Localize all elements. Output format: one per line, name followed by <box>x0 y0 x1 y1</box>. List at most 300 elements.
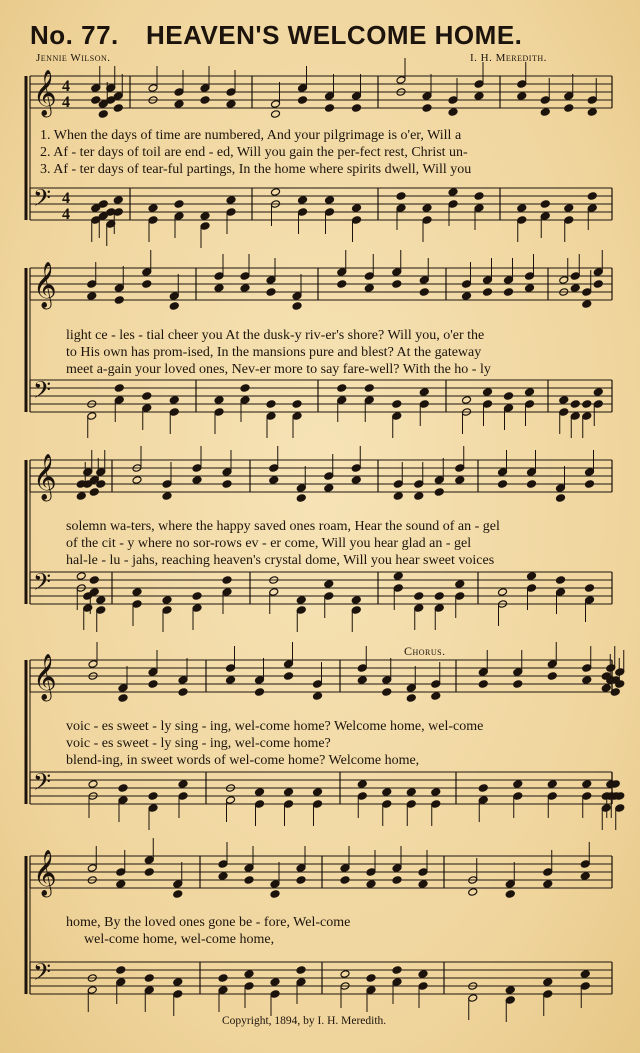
note-head <box>270 978 280 987</box>
note-head <box>474 92 484 101</box>
verse-line: light ce - les - tial cheer you At the dusk-y riv-er's shore? Will you, o'er the <box>66 328 485 343</box>
note-head <box>98 110 108 119</box>
note-head <box>382 688 392 697</box>
note-head <box>226 676 236 685</box>
note-head <box>587 192 597 201</box>
note-head <box>468 888 478 897</box>
note-head <box>118 684 128 693</box>
note-head <box>431 680 441 689</box>
note-head <box>292 412 302 421</box>
note-head <box>527 480 537 489</box>
note-head <box>114 396 124 405</box>
note-head <box>292 400 302 409</box>
note-head <box>292 292 302 301</box>
note-head <box>483 388 493 397</box>
note-head <box>298 208 308 217</box>
note-head <box>517 204 527 213</box>
note-head <box>174 100 184 109</box>
note-head <box>513 680 523 689</box>
bass-clef-icon: 𝄢 <box>33 568 52 601</box>
note-head <box>393 480 403 489</box>
note-head <box>240 272 250 281</box>
note-head <box>142 280 152 289</box>
note-head <box>582 412 592 421</box>
note-head <box>162 596 172 605</box>
note-head <box>218 872 228 881</box>
note-head <box>448 188 458 197</box>
note-head <box>325 196 335 205</box>
note-head <box>244 864 254 873</box>
note-head <box>192 604 202 613</box>
note-head <box>351 464 361 473</box>
note-head <box>325 208 335 217</box>
note-head <box>337 280 347 289</box>
note-head <box>148 792 158 801</box>
note-head <box>271 188 281 197</box>
note-head <box>468 994 478 1003</box>
note-head <box>222 576 232 585</box>
note-head <box>434 604 444 613</box>
note-head <box>556 576 566 585</box>
note-head <box>296 978 306 987</box>
note-head <box>352 204 362 213</box>
note-head <box>434 476 444 485</box>
note-head <box>406 694 416 703</box>
note-head <box>422 204 432 213</box>
note-head <box>270 990 280 999</box>
note-head <box>540 96 550 105</box>
note-head <box>525 400 535 409</box>
note-head <box>76 572 86 581</box>
note-head <box>270 880 280 889</box>
note-head <box>351 596 361 605</box>
time-signature-bottom: 4 <box>62 206 70 223</box>
note-head <box>431 692 441 701</box>
note-head <box>556 484 566 493</box>
note-head <box>222 468 232 477</box>
note-head <box>255 800 265 809</box>
note-head <box>406 684 416 693</box>
note-head <box>144 868 154 877</box>
note-head <box>240 396 250 405</box>
note-head <box>214 272 224 281</box>
note-head <box>483 400 493 409</box>
note-head <box>88 660 98 669</box>
note-head <box>113 196 123 205</box>
note-head <box>527 572 537 581</box>
note-head <box>418 880 428 889</box>
note-head <box>570 412 580 421</box>
note-head <box>527 584 537 593</box>
note-head <box>148 216 158 225</box>
note-head <box>357 664 367 673</box>
note-head <box>448 108 458 117</box>
note-head <box>284 672 294 681</box>
note-head <box>244 982 254 991</box>
note-head <box>113 92 123 101</box>
note-head <box>324 484 334 493</box>
note-head <box>169 292 179 301</box>
note-head <box>240 284 250 293</box>
note-head <box>601 804 611 813</box>
note-head <box>414 492 424 501</box>
treble-clef-icon: 𝄞 <box>33 454 57 500</box>
note-head <box>148 204 158 213</box>
verse-line: to His own has prom-ised, In the mansions pure and blest? At the gateway <box>66 345 482 360</box>
note-head <box>559 276 569 285</box>
note-head <box>419 388 429 397</box>
note-head <box>271 100 281 109</box>
note-head <box>114 384 124 393</box>
note-head <box>448 200 458 209</box>
note-head <box>178 676 188 685</box>
chorus-label: Chorus. <box>404 644 446 658</box>
note-head <box>132 588 142 597</box>
note-head <box>192 476 202 485</box>
note-head <box>178 780 188 789</box>
note-head <box>200 212 210 221</box>
note-head <box>266 276 276 285</box>
note-head <box>393 572 403 581</box>
note-head <box>144 856 154 865</box>
note-head <box>337 396 347 405</box>
note-head <box>284 788 294 797</box>
hymn-number: No. 77. <box>30 20 119 50</box>
note-head <box>325 104 335 113</box>
note-head <box>266 412 276 421</box>
note-head <box>462 396 472 405</box>
note-head <box>504 404 514 413</box>
note-head <box>366 974 376 983</box>
note-head <box>434 592 444 601</box>
note-head <box>582 300 592 309</box>
note-head <box>192 464 202 473</box>
verse-line: wel-come home, wel-come home, <box>84 932 275 947</box>
note-head <box>169 302 179 311</box>
note-head <box>352 216 362 225</box>
note-head <box>178 792 188 801</box>
note-head <box>396 192 406 201</box>
note-head <box>351 476 361 485</box>
note-head <box>144 986 154 995</box>
note-head <box>392 978 402 987</box>
note-head <box>218 986 228 995</box>
note-head <box>218 974 228 983</box>
note-head <box>214 284 224 293</box>
note-head <box>173 880 183 889</box>
note-head <box>455 464 465 473</box>
note-head <box>226 208 236 217</box>
note-head <box>214 408 224 417</box>
note-head <box>364 396 374 405</box>
time-signature-top: 4 <box>62 190 70 207</box>
note-head <box>118 796 128 805</box>
note-head <box>513 668 523 677</box>
note-head <box>240 384 250 393</box>
note-head <box>270 890 280 899</box>
note-head <box>393 584 403 593</box>
note-head <box>483 276 493 285</box>
note-head <box>173 990 183 999</box>
note-head <box>396 204 406 213</box>
note-head <box>218 860 228 869</box>
note-head <box>132 600 142 609</box>
note-head <box>582 780 592 789</box>
note-head <box>540 212 550 221</box>
note-head <box>313 680 323 689</box>
verse-line: 2. Af - ter days of toil are end - ed, Will you gain the per-fect rest, Christ un- <box>40 145 468 160</box>
note-head <box>114 296 124 305</box>
bass-clef-icon: 𝄢 <box>33 958 52 991</box>
note-head <box>296 484 306 493</box>
note-head <box>337 268 347 277</box>
note-head <box>580 982 590 991</box>
note-head <box>406 800 416 809</box>
note-head <box>266 400 276 409</box>
note-head <box>174 88 184 97</box>
note-head <box>169 408 179 417</box>
note-head <box>142 404 152 413</box>
note-head <box>298 96 308 105</box>
note-head <box>462 292 472 301</box>
note-head <box>325 92 335 101</box>
note-head <box>564 216 574 225</box>
note-head <box>340 970 350 979</box>
note-head <box>357 780 367 789</box>
note-head <box>517 216 527 225</box>
note-head <box>87 280 97 289</box>
note-head <box>148 84 158 93</box>
treble-clef-icon: 𝄞 <box>33 70 57 116</box>
note-head <box>419 400 429 409</box>
note-head <box>570 272 580 281</box>
note-head <box>269 588 279 597</box>
note-head <box>114 284 124 293</box>
note-head <box>478 784 488 793</box>
note-head <box>419 288 429 297</box>
note-head <box>585 468 595 477</box>
note-head <box>357 676 367 685</box>
note-head <box>226 196 236 205</box>
note-head <box>162 492 172 501</box>
note-head <box>313 788 323 797</box>
note-head <box>434 488 444 497</box>
note-head <box>98 200 108 209</box>
lyricist-credit: Jennie Wilson. <box>36 52 111 64</box>
note-head <box>118 694 128 703</box>
note-head <box>88 780 98 789</box>
note-head <box>455 592 465 601</box>
note-head <box>292 302 302 311</box>
bass-clef-icon: 𝄢 <box>33 184 52 217</box>
note-head <box>593 388 603 397</box>
note-head <box>174 212 184 221</box>
note-head <box>132 476 142 485</box>
note-head <box>517 80 527 89</box>
note-head <box>474 80 484 89</box>
note-head <box>142 392 152 401</box>
note-head <box>296 864 306 873</box>
bass-clef-icon: 𝄢 <box>33 768 52 801</box>
note-head <box>448 96 458 105</box>
note-head <box>547 792 557 801</box>
note-head <box>543 868 553 877</box>
note-head <box>296 876 306 885</box>
note-head <box>200 84 210 93</box>
note-head <box>340 876 350 885</box>
verse-line: home, By the loved ones gone be - fore, Wel-come <box>66 915 351 930</box>
note-head <box>364 284 374 293</box>
note-head <box>340 864 350 873</box>
note-head <box>83 604 93 613</box>
note-head <box>587 108 597 117</box>
copyright-notice: Copyright, 1894, by I. H. Meredith. <box>222 1015 387 1027</box>
note-head <box>366 868 376 877</box>
note-head <box>87 864 97 873</box>
note-head <box>414 592 424 601</box>
note-head <box>587 96 597 105</box>
note-head <box>144 974 154 983</box>
note-head <box>556 588 566 597</box>
treble-clef-icon: 𝄞 <box>33 850 57 896</box>
note-head <box>200 96 210 105</box>
note-head <box>148 668 158 677</box>
note-head <box>269 464 279 473</box>
verse-line: 3. Af - ter days of tear-ful partings, In the home where spirits dwell, Will you <box>40 162 472 177</box>
note-head <box>214 396 224 405</box>
note-head <box>498 588 508 597</box>
note-head <box>226 796 236 805</box>
note-head <box>593 400 603 409</box>
note-head <box>244 876 254 885</box>
note-head <box>116 966 126 975</box>
note-head <box>192 592 202 601</box>
note-head <box>418 868 428 877</box>
note-head <box>392 400 402 409</box>
note-head <box>615 804 625 813</box>
note-head <box>255 676 265 685</box>
note-head <box>593 280 603 289</box>
note-head <box>89 588 99 597</box>
note-head <box>337 384 347 393</box>
note-head <box>455 580 465 589</box>
note-head <box>382 788 392 797</box>
verse-line: meet a-gain your loved ones, Nev-er more to say fare-well? With the ho - ly <box>66 362 491 377</box>
note-head <box>587 204 597 213</box>
note-head <box>178 688 188 697</box>
note-head <box>116 880 126 889</box>
verse-line: blend-ing, in sweet words of wel-come home? Welcome home, <box>66 753 420 768</box>
note-head <box>517 92 527 101</box>
note-head <box>556 494 566 503</box>
note-head <box>504 392 514 401</box>
note-head <box>455 476 465 485</box>
note-head <box>582 400 592 409</box>
note-head <box>540 200 550 209</box>
composer-credit: I. H. Meredith. <box>470 52 547 64</box>
verse-line: solemn wa-ters, where the happy saved ones roam, Hear the sound of an - gel <box>66 519 500 534</box>
note-head <box>580 872 590 881</box>
note-head <box>226 100 236 109</box>
bass-clef-icon: 𝄢 <box>33 376 52 409</box>
note-head <box>296 606 306 615</box>
note-head <box>255 788 265 797</box>
note-head <box>244 970 254 979</box>
note-head <box>222 588 232 597</box>
note-head <box>505 880 515 889</box>
note-head <box>142 268 152 277</box>
treble-clef-icon: 𝄞 <box>33 654 57 700</box>
note-head <box>116 978 126 987</box>
note-head <box>431 800 441 809</box>
note-head <box>396 76 406 85</box>
note-head <box>525 272 535 281</box>
note-head <box>601 684 611 693</box>
note-head <box>419 276 429 285</box>
note-head <box>200 222 210 231</box>
verse-line: voic - es sweet - ly sing - ing, wel-come home? Welcome home, wel-come <box>66 719 484 734</box>
note-head <box>352 92 362 101</box>
note-head <box>91 84 101 93</box>
note-head <box>313 692 323 701</box>
note-head <box>96 606 106 615</box>
note-head <box>393 492 403 501</box>
note-head <box>313 800 323 809</box>
note-head <box>392 876 402 885</box>
note-head <box>580 860 590 869</box>
note-head <box>525 284 535 293</box>
note-head <box>543 990 553 999</box>
note-head <box>478 668 488 677</box>
note-head <box>83 468 93 477</box>
note-head <box>392 966 402 975</box>
note-head <box>593 268 603 277</box>
note-head <box>422 92 432 101</box>
note-head <box>543 978 553 987</box>
note-head <box>585 480 595 489</box>
note-head <box>570 400 580 409</box>
note-head <box>392 864 402 873</box>
note-head <box>505 986 515 995</box>
note-head <box>116 868 126 877</box>
note-head <box>422 104 432 113</box>
note-head <box>513 792 523 801</box>
note-head <box>392 280 402 289</box>
note-head <box>174 200 184 209</box>
note-head <box>418 982 428 991</box>
note-head <box>113 208 123 217</box>
time-signature-top: 4 <box>62 78 70 95</box>
note-head <box>89 488 99 497</box>
note-head <box>582 664 592 673</box>
note-head <box>505 996 515 1005</box>
note-head <box>324 580 334 589</box>
note-head <box>547 660 557 669</box>
note-head <box>582 288 592 297</box>
note-head <box>87 986 97 995</box>
note-head <box>87 292 97 301</box>
note-head <box>564 104 574 113</box>
note-head <box>148 804 158 813</box>
note-head <box>271 110 281 119</box>
hymn-title: HEAVEN'S WELCOME HOME. <box>146 20 523 50</box>
time-signature-bottom: 4 <box>62 94 70 111</box>
note-head <box>357 792 367 801</box>
note-head <box>527 468 537 477</box>
note-head <box>324 592 334 601</box>
note-head <box>498 468 508 477</box>
note-head <box>540 108 550 117</box>
